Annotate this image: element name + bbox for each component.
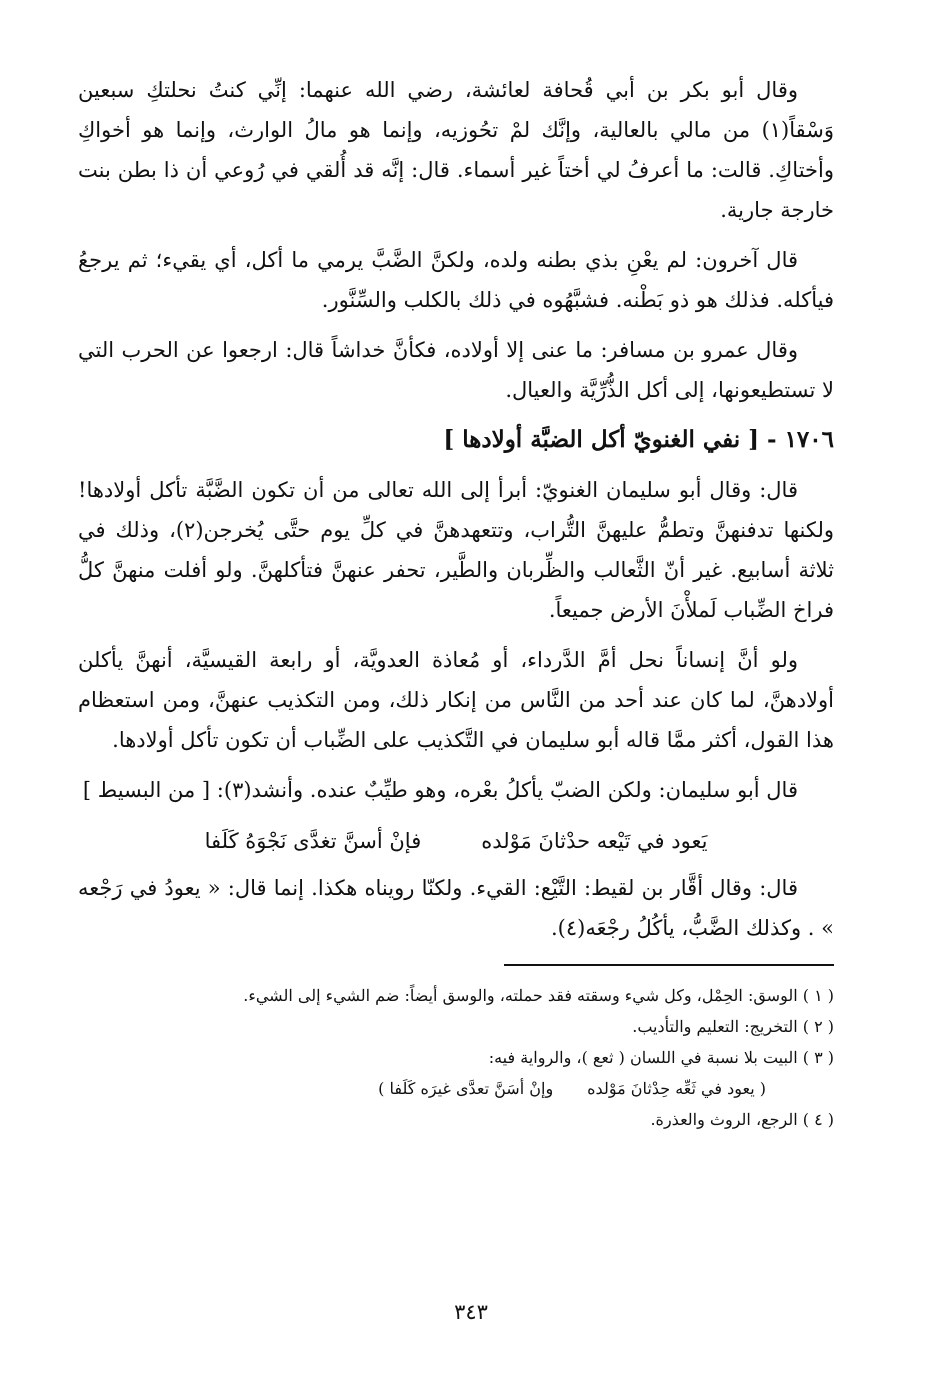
footnote-verse-left: وإنْ أسَنَّ تعدَّى غيرَه كَلَفا ): [378, 1079, 554, 1098]
footnotes: [78, 980, 834, 1135]
paragraph-amr: وقال عمرو بن مسافر: ما عنى إلا أولاده، فكأنَّ خداشاً قال: ارجعوا عن الحرب التي لا تستطيعونها، إلى أكل الذُّرِّيَّة والعيال.: [78, 338, 834, 402]
footnote-2: ( ٢ ) التخريج: التعليم والتأديب.: [632, 1017, 834, 1036]
paragraph-abu-sulayman: قال أبو سليمان: ولكن الضبّ يأكلُ بعْره، وهو طيِّبٌ عنده. وأنشد(٣): [ من البسيط ]: [82, 778, 798, 802]
footnote-3-verse: [78, 1073, 834, 1104]
footnote-verse-right: ( يعود في ثَعِّه حِدْثانَ مَوْلده: [587, 1079, 766, 1098]
footnote-1: ( ١ ) الوسق: الحِمْل، وكل شيء وسقته فقد حملته، والوسق أيضاً: ضم الشيء إلى الشيء.: [243, 986, 834, 1005]
section-title: ١٧٠٦ - [ نفي الغنويّ أكل الضبَّة أولادها ]: [443, 426, 834, 453]
footnote-divider: [504, 964, 834, 966]
paragraph-aqqar: قال: وقال أقَّار بن لقيط: التَّيْع: القيء. ولكنّا رويناه هكذا. إنما قال: « يعودُ في رَجْعه » . وكذلك الضَّبُّ، يأكُلُ رجْعَه(٤).: [78, 876, 834, 940]
footnote-3: ( ٣ ) البيت بلا نسبة في اللسان ( ثعع )، والرواية فيه:: [488, 1048, 834, 1067]
paragraph-ghanawi: قال: وقال أبو سليمان الغنويّ: أبرأ إلى الله تعالى من أن تكون الضَّبَّة تأكل أولادها! ولكنها تدفنهنَّ وتطمُّ عليهنَّ التُّراب، وتتعهدهنَّ في كلِّ يوم حتَّى يُخرجن(٢)، وذلك في ثلاثة أسابيع. غير أنّ الثَّعالب والظِّربان والطَّير، تحفر عنهنَّ فتأكلهنَّ. ولو أفلت منهنَّ كلُّ فراخ الضِّباب لَملأْنَ الأرض جميعاً.: [78, 478, 835, 622]
footnote-4: ( ٤ ) الرجع، الروث والعذرة.: [650, 1110, 834, 1129]
paragraph-others: قال آخرون: لم يعْنِ بذي بطنه ولده، ولكنَّ الضَّبَّ يرمي ما أكل، أي يقيء؛ ثم يرجعُ فيأكله. فذلك هو ذو بَطْنه. فشبَّهُوه في ذلك بالكلب والسِّنَّور.: [78, 248, 834, 312]
paragraph-abu-bakr: وقال أبو بكر بن أبي قُحافة لعائشة، رضي الله عنهما: إنِّي كنتُ نحلتكِ سبعين وَسْقاً(١) من مالي بالعالية، وإنَّك لمْ تحُوزيه، وإنما هو مالُ الوارث، وإنما هو أخواكِ وأختاكِ. قالت: ما أعرفُ لي أختاً غير أسماء. قال: إنَّه قد أُلقي في رُوعي أن ذا بطن بنت خارجة جارية.: [78, 78, 834, 222]
paragraph-insan: ولو أنَّ إنساناً نحل أمَّ الدَّرداء، أو مُعاذة العدويَّة، أو رابعة القيسيَّة، أنهنَّ يأكلن أولادهنَّ، لما كان عند أحد من النَّاس من إنكار ذلك، ومن التكذيب عنهنَّ، ومن استعظام هذا القول، أكثر ممَّا قاله أبو سليمان في التَّكذيب على الضِّباب أن تكون تأكل أولادها.: [78, 648, 834, 752]
poem-verse: [78, 820, 834, 862]
page-number: ٣٤٣: [454, 1300, 488, 1324]
poem-hemistich-left: فإنْ أسنَّ تغدَّى نَجْوَهُ كَلَفا: [204, 829, 422, 853]
poem-hemistich-right: يَعود في تَيْعه حدْثانَ مَوْلده: [481, 829, 708, 853]
